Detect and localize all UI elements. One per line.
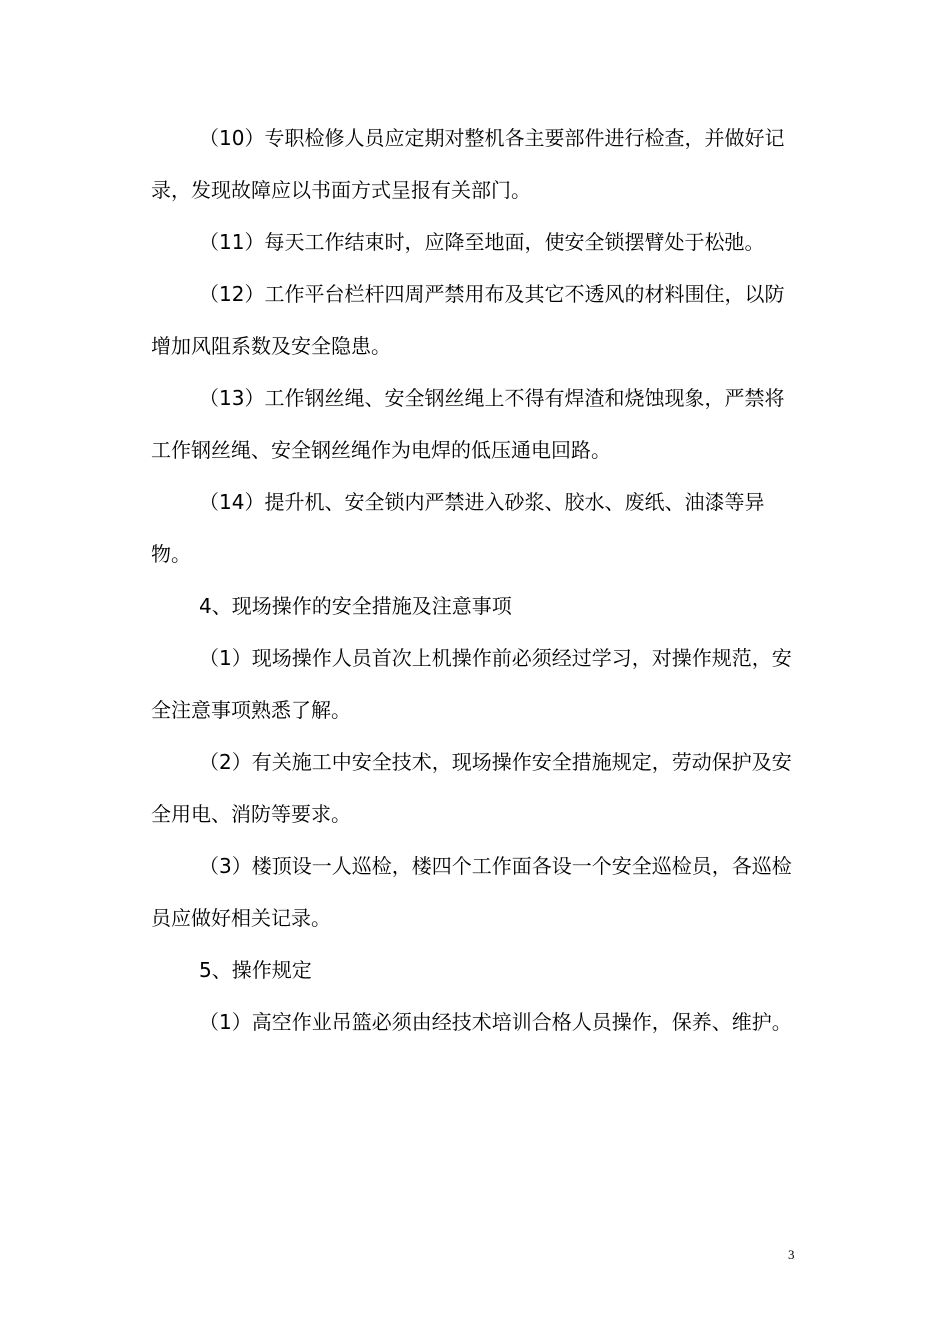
paragraph-5-1: （1）高空作业吊篮必须由经技术培训合格人员操作，保养、维护。 bbox=[199, 1010, 792, 1034]
section-heading-5: 5、操作规定 bbox=[199, 958, 312, 982]
paragraph-4-1: （1）现场操作人员首次上机操作前必须经过学习，对操作规范，安全注意事项熟悉了解。 bbox=[151, 646, 792, 722]
paragraph-12: （12）工作平台栏杆四周严禁用布及其它不透风的材料围住，以防增加风阻系数及安全隐患。 bbox=[151, 282, 785, 358]
page-number: 3 bbox=[788, 1247, 795, 1262]
paragraph-13: （13）工作钢丝绳、安全钢丝绳上不得有焊渣和烧蚀现象，严禁将工作钢丝绳、安全钢丝绳作为电焊的低压通电回路。 bbox=[151, 386, 785, 462]
paragraph-10: （10）专职检修人员应定期对整机各主要部件进行检查，并做好记录，发现故障应以书面方式呈报有关部门。 bbox=[151, 126, 785, 202]
section-heading-4: 4、现场操作的安全措施及注意事项 bbox=[199, 594, 512, 618]
document-body bbox=[151, 112, 799, 1048]
paragraph-4-2: （2）有关施工中安全技术，现场操作安全措施规定，劳动保护及安全用电、消防等要求。 bbox=[151, 750, 792, 826]
paragraph-11: （11）每天工作结束时，应降至地面，使安全锁摆臂处于松弛。 bbox=[199, 230, 765, 254]
paragraph-4-3: （3）楼顶设一人巡检，楼四个工作面各设一个安全巡检员，各巡检员应做好相关记录。 bbox=[151, 854, 792, 930]
paragraph-14: （14）提升机、安全锁内严禁进入砂浆、胶水、废纸、油漆等异物。 bbox=[151, 490, 765, 566]
